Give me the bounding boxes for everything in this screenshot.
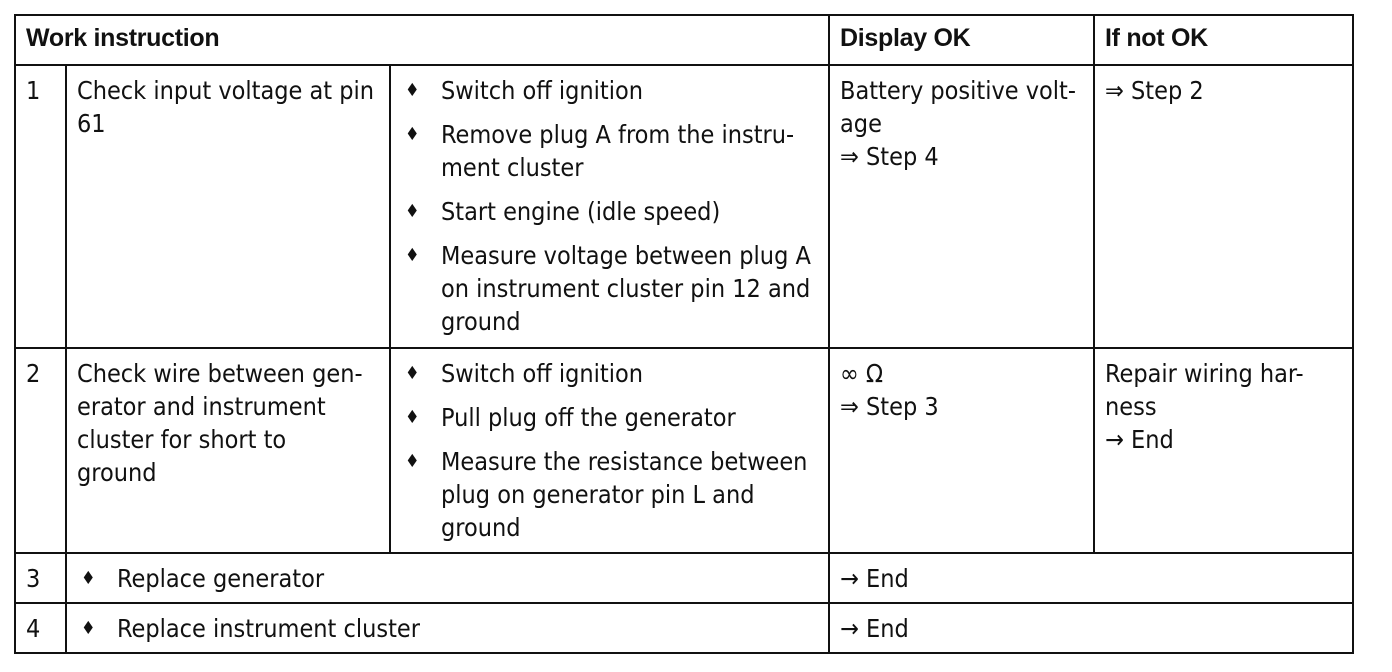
work-instruction-table [14,14,1354,654]
display-ok-result: → End [829,553,1353,603]
step-number: 2 [15,348,66,553]
diamond-bullet-icon: ♦ [405,80,420,101]
action-text: Start engine (idle speed) [441,197,721,226]
step-actions [66,603,829,653]
list-item [401,445,818,544]
action-list [401,357,818,544]
action-text: Measure voltage between plug A on instrument cluster pin 12 and ground [441,241,811,336]
display-ok-result: ∞ Ω ⇒ Step 3 [829,348,1094,553]
display-ok-result: → End [829,603,1353,653]
diamond-bullet-icon: ♦ [405,201,420,222]
list-item [401,195,818,228]
header-work-instruction: Work instruction [15,15,829,65]
list-item [401,357,818,390]
list-item [77,612,818,645]
action-text: Switch off ignition [441,76,644,105]
diamond-bullet-icon: ♦ [405,451,420,472]
header-display-ok: Display OK [829,15,1094,65]
step-description: Check input voltage at pin 61 [66,65,390,348]
diamond-bullet-icon: ♦ [405,407,420,428]
table-row [15,65,1353,348]
list-item [77,562,818,595]
diamond-bullet-icon: ♦ [81,568,96,589]
diamond-bullet-icon: ♦ [405,363,420,384]
display-ok-result: Battery positive volt- age ⇒ Step 4 [829,65,1094,348]
action-text: Replace generator [117,564,325,593]
step-actions [66,553,829,603]
step-number: 1 [15,65,66,348]
diamond-bullet-icon: ♦ [405,124,420,145]
action-text: Measure the resistance between plug on generator pin L and ground [441,447,808,542]
step-actions [390,348,829,553]
list-item [401,239,818,338]
step-number: 4 [15,603,66,653]
step-number: 3 [15,553,66,603]
table-row [15,553,1353,603]
header-if-not-ok: If not OK [1094,15,1353,65]
list-item [401,74,818,107]
list-item [401,401,818,434]
header-row [15,15,1353,65]
action-text: Replace instrument cluster [117,614,421,643]
step-description: Check wire between gen- erator and instrument cluster for short to ground [66,348,390,553]
action-text: Pull plug off the generator [441,403,736,432]
action-list [401,74,818,338]
list-item [401,118,818,184]
table-row [15,603,1353,653]
diamond-bullet-icon: ♦ [81,618,96,639]
diamond-bullet-icon: ♦ [405,245,420,266]
action-text: Switch off ignition [441,359,644,388]
table-row [15,348,1353,553]
if-not-ok-result: Repair wiring har- ness → End [1094,348,1353,553]
if-not-ok-result: ⇒ Step 2 [1094,65,1353,348]
action-text: Remove plug A from the instru- ment cluster [441,120,795,182]
step-actions [390,65,829,348]
